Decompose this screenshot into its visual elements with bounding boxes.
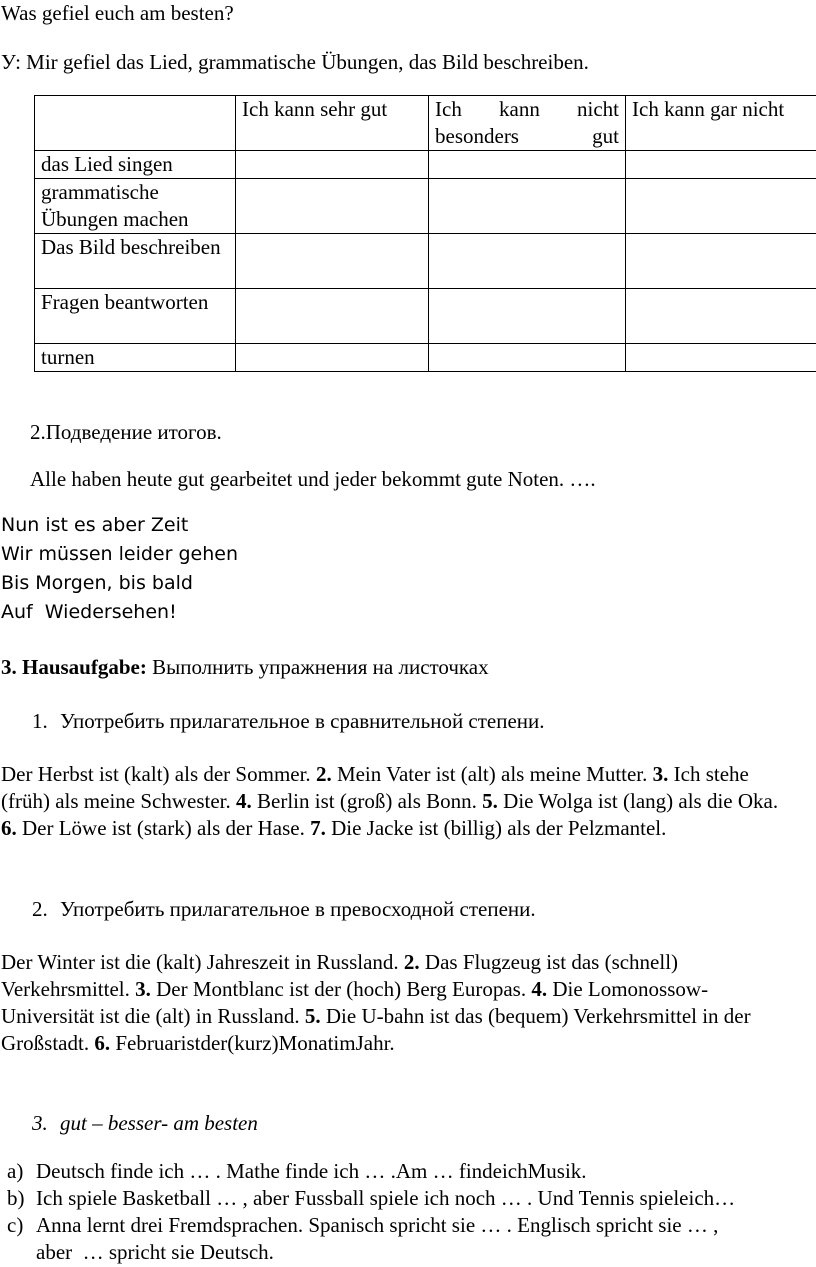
sentence: Die Lomonossow-Universität ist die (alt) in Russland. [1, 977, 709, 1028]
header-sehr-gut: Ich kann sehr gut [236, 96, 429, 151]
task3-number: 3. [32, 1111, 48, 1135]
sentence: Die U-bahn ist das (bequem) Verkehrsmittel in der Großstadt. [1, 1004, 751, 1055]
sentence-number: 6. [94, 1031, 111, 1055]
table-cell [626, 151, 816, 179]
skill-label: das Lied singen [35, 151, 236, 179]
table-cell [236, 179, 429, 234]
sentence: Die Wolga ist (lang) als die Oka. [497, 789, 779, 813]
skill-label: Fragen beantworten [35, 289, 236, 344]
task2-title: Употребить прилагательное в превосходной степени. [60, 897, 536, 921]
song-line: Wir müssen leider gehen [1, 543, 238, 565]
sentence-number: 2. [403, 950, 420, 974]
sentence-number: 5. [482, 789, 498, 813]
table-cell [429, 234, 626, 289]
table-cell [429, 151, 626, 179]
table-cell [626, 289, 816, 344]
sentence-number: 4. [531, 977, 548, 1001]
item-text: aber … spricht sie Deutsch. [36, 1240, 274, 1264]
table-cell [429, 179, 626, 234]
table-cell [429, 344, 626, 372]
item-text: Ich spiele Basketball … , aber Fussball spiele ich noch … . Und Tennis spieleich… [36, 1186, 736, 1210]
sentence-number: 3. [652, 762, 669, 786]
sentence-number: 5. [304, 1004, 321, 1028]
table-row [35, 234, 816, 289]
table-cell [626, 344, 816, 372]
header-gar-nicht: Ich kann gar nicht [626, 96, 816, 151]
task1-exercise [1, 761, 791, 842]
sentence: Februaristder(kurz)MonatimJahr. [110, 1031, 395, 1055]
sentence: Der Montblanc ist der (hoch) Berg Europas. [150, 977, 532, 1001]
table-cell [626, 179, 816, 234]
homework-text: Выполнить упражнения на листочках [146, 655, 489, 679]
item-text: Deutsch finde ich … . Mathe finde ich … .Am … findeichMusik. [36, 1159, 587, 1183]
table-row [35, 151, 816, 179]
intro-answer: У: Mir gefiel das Lied, grammatische Übungen, das Bild beschreiben. [1, 50, 589, 74]
item-letter: b) [7, 1186, 25, 1210]
table-cell [236, 234, 429, 289]
task1-number: 1. [32, 709, 48, 733]
table-row [35, 179, 816, 234]
homework-heading [1, 655, 489, 680]
intro-question: Was gefiel euch am besten? [1, 1, 234, 25]
table-corner-cell [35, 96, 236, 151]
skill-label: grammatische Übungen machen [35, 179, 236, 234]
sentence-number: 2. [315, 762, 332, 786]
skill-label: Das Bild beschreiben [35, 234, 236, 289]
table-row [35, 289, 816, 344]
task2-number: 2. [32, 897, 48, 921]
table-cell [236, 289, 429, 344]
sentence: Die Jacke ist (billig) als der Pelzmantel. [325, 816, 667, 840]
table-row [35, 344, 816, 372]
self-evaluation-table [34, 95, 816, 372]
table-cell [236, 151, 429, 179]
item-letter: a) [7, 1159, 24, 1183]
task2-exercise [1, 949, 791, 1057]
song-line: Auf Wiedersehen! [1, 601, 177, 623]
sentence-number: 3. [135, 977, 151, 1001]
sentence: Der Löwe ist (stark) als der Hase. [16, 816, 311, 840]
task3-title: gut – besser- am besten [60, 1111, 258, 1135]
sentence-number: 4. [236, 789, 252, 813]
sentence-number: 7. [310, 816, 326, 840]
header-nicht-besonders: Ich kann nicht besonders gut [429, 96, 626, 151]
homework-label: 3. Hausaufgabe: [1, 655, 147, 679]
sentence: Berlin ist (groß) als Bonn. [251, 789, 483, 813]
table-cell [429, 289, 626, 344]
song-line: Bis Morgen, bis bald [1, 572, 193, 594]
sentence: Ich stehe (früh) als meine Schwester. [1, 762, 749, 813]
song-line: Nun ist es aber Zeit [1, 514, 189, 536]
summary-heading: 2.Подведение итогов. [30, 420, 222, 444]
sentence: Der Winter ist die (kalt) Jahreszeit in Russland. [1, 950, 404, 974]
sentence: Mein Vater ist (alt) als meine Mutter. [331, 762, 653, 786]
item-letter: c) [7, 1213, 24, 1237]
summary-text: Alle haben heute gut gearbeitet und jeder bekommt gute Noten. …. [30, 467, 596, 491]
table-cell [236, 344, 429, 372]
sentence-number: 6. [1, 816, 17, 840]
sentence: Das Flugzeug ist das (schnell) Verkehrsmittel. [1, 950, 679, 1001]
table-header-row [35, 96, 816, 151]
item-text: Anna lernt drei Fremdsprachen. Spanisch spricht sie … . Englisch spricht sie … , [36, 1213, 719, 1237]
task1-title: Употребить прилагательное в сравнительной степени. [60, 709, 545, 733]
skill-label: turnen [35, 344, 236, 372]
sentence: Der Herbst ist (kalt) als der Sommer. [1, 762, 316, 786]
table-cell [626, 234, 816, 289]
